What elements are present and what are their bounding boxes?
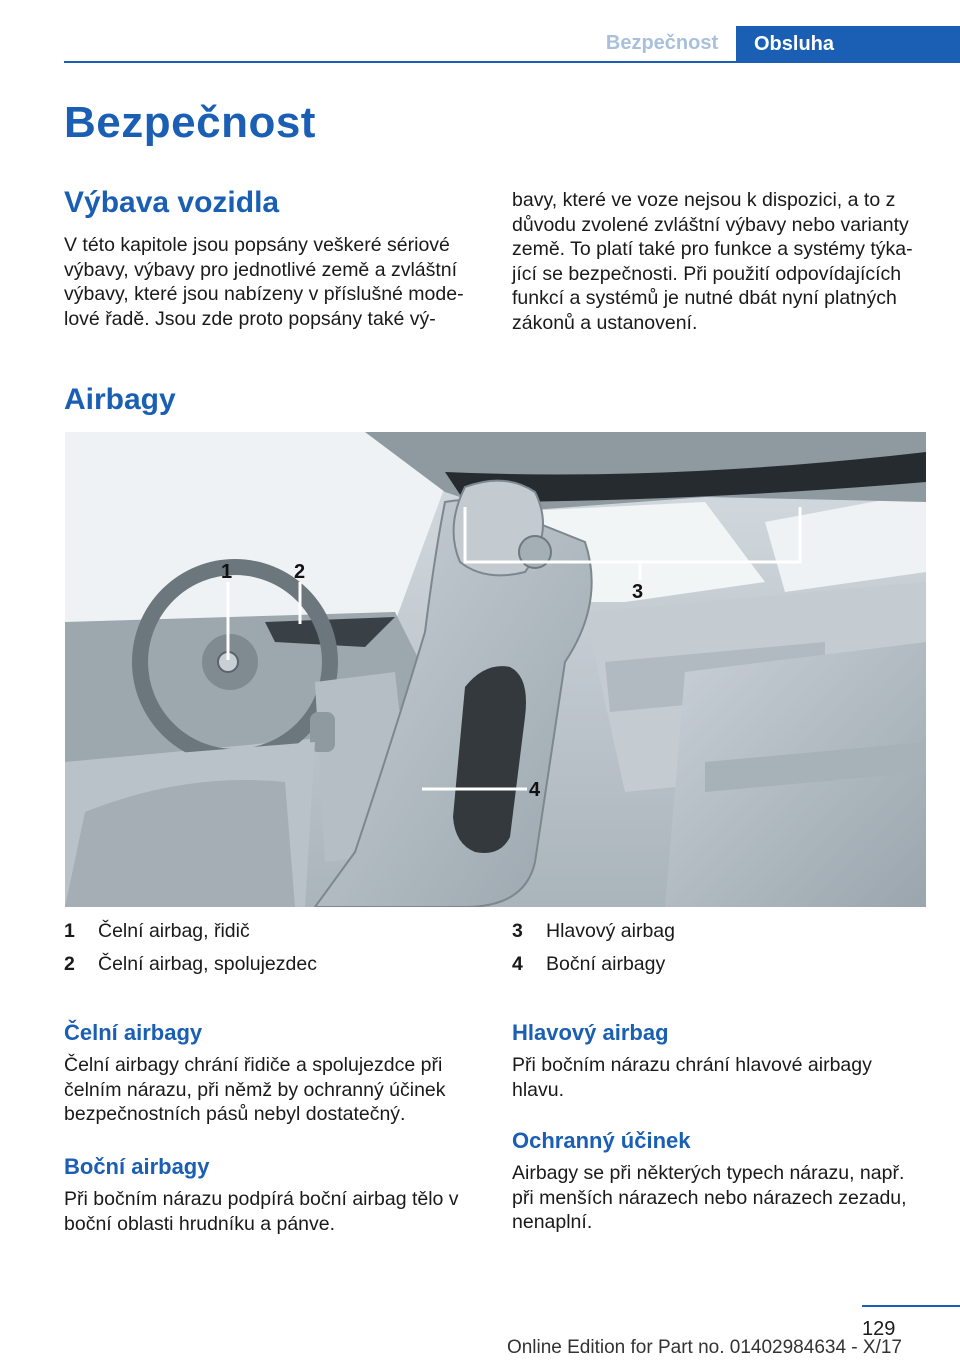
legend-item — [64, 915, 484, 948]
text-line: jící se bezpečnosti. Při použití odpovídajících — [512, 262, 902, 285]
text-line: Čelní airbagy chrání řidiče a spolujezdce při — [64, 1054, 443, 1076]
text-line: funkcí a systémů je nutné dbát nyní platných — [512, 287, 897, 309]
header-rule — [64, 61, 960, 63]
callout-4: 4 — [529, 779, 541, 801]
front-airbags-text — [64, 1053, 484, 1127]
head-airbag-text — [512, 1053, 932, 1102]
text-line: čelním nárazu, při němž by ochranný účinek — [64, 1078, 446, 1101]
car-interior-illustration — [65, 432, 926, 907]
legend-number: 2 — [64, 953, 75, 975]
callout-2: 2 — [294, 561, 306, 583]
text-line: bavy, které ve voze nejsou k dispozici, a to z — [512, 189, 896, 211]
callout-1: 1 — [221, 561, 233, 583]
protective-effect-text — [512, 1161, 932, 1235]
tab-chapter-obsluha[interactable]: Obsluha — [736, 26, 960, 62]
side-airbags-heading: Boční airbagy — [64, 1154, 210, 1179]
page-header — [0, 0, 960, 62]
legend-number: 3 — [512, 920, 523, 942]
text-line: nenaplní. — [512, 1211, 593, 1233]
equipment-heading: Výbava vozidla — [64, 186, 280, 219]
text-line: při menších nárazech nebo nárazech zezadu, — [512, 1186, 907, 1209]
airbags-heading: Airbagy — [64, 383, 176, 416]
text-line: boční oblasti hrudníku a pánve. — [64, 1212, 336, 1235]
text-line: Při bočním nárazu podpírá boční airbag tělo v — [64, 1188, 459, 1210]
legend-text: Boční airbagy — [546, 953, 666, 975]
text-line: zákonů a ustanovení. — [512, 311, 698, 334]
equipment-text-col1 — [64, 233, 484, 331]
page-number: 129 — [862, 1318, 896, 1340]
front-airbags-heading: Čelní airbagy — [64, 1020, 203, 1045]
tab-section-bezpecnost[interactable]: Bezpečnost — [605, 32, 719, 54]
legend-text: Čelní airbag, spolujezdec — [98, 953, 317, 975]
text-line: Při bočním nárazu chrání hlavové airbagy — [512, 1054, 872, 1076]
text-line: země. To platí také pro funkce a systémy týka‐ — [512, 238, 913, 260]
page-title: Bezpečnost — [64, 98, 316, 147]
legend-item — [512, 948, 932, 981]
text-line: výbavy, které jsou nabízeny v příslušné mode‐ — [64, 283, 464, 305]
legend-item — [512, 915, 932, 948]
footer-rule — [862, 1305, 960, 1307]
legend-number: 1 — [64, 920, 75, 942]
text-line: lové řadě. Jsou zde proto popsány také vý‐ — [64, 307, 436, 330]
head-airbag-heading: Hlavový airbag — [512, 1020, 669, 1045]
side-airbags-text — [64, 1187, 484, 1236]
text-line: bezpečnostních pásů nebyl dostatečný. — [64, 1103, 406, 1125]
text-line: Airbagy se při některých typech nárazu, např. — [512, 1162, 905, 1184]
edition-note: Online Edition for Part no. 01402984634 - X/17 — [506, 1337, 902, 1358]
figure-legend-left — [64, 915, 484, 981]
legend-number: 4 — [512, 953, 523, 975]
figure-legend-right — [512, 915, 932, 981]
protective-effect-heading: Ochranný účinek — [512, 1128, 691, 1153]
callout-3: 3 — [632, 581, 644, 603]
legend-item — [64, 948, 484, 981]
text-line: výbavy, výbavy pro jednotlivé země a zvláštní — [64, 258, 458, 281]
text-line: V této kapitole jsou popsány veškeré sériové — [64, 234, 450, 256]
legend-text: Čelní airbag, řidič — [98, 920, 250, 942]
legend-text: Hlavový airbag — [546, 920, 675, 942]
text-line: důvodu zvolené zvláštní výbavy nebo varianty — [512, 213, 909, 236]
text-line: hlavu. — [512, 1078, 565, 1101]
equipment-text-col2 — [512, 188, 932, 335]
